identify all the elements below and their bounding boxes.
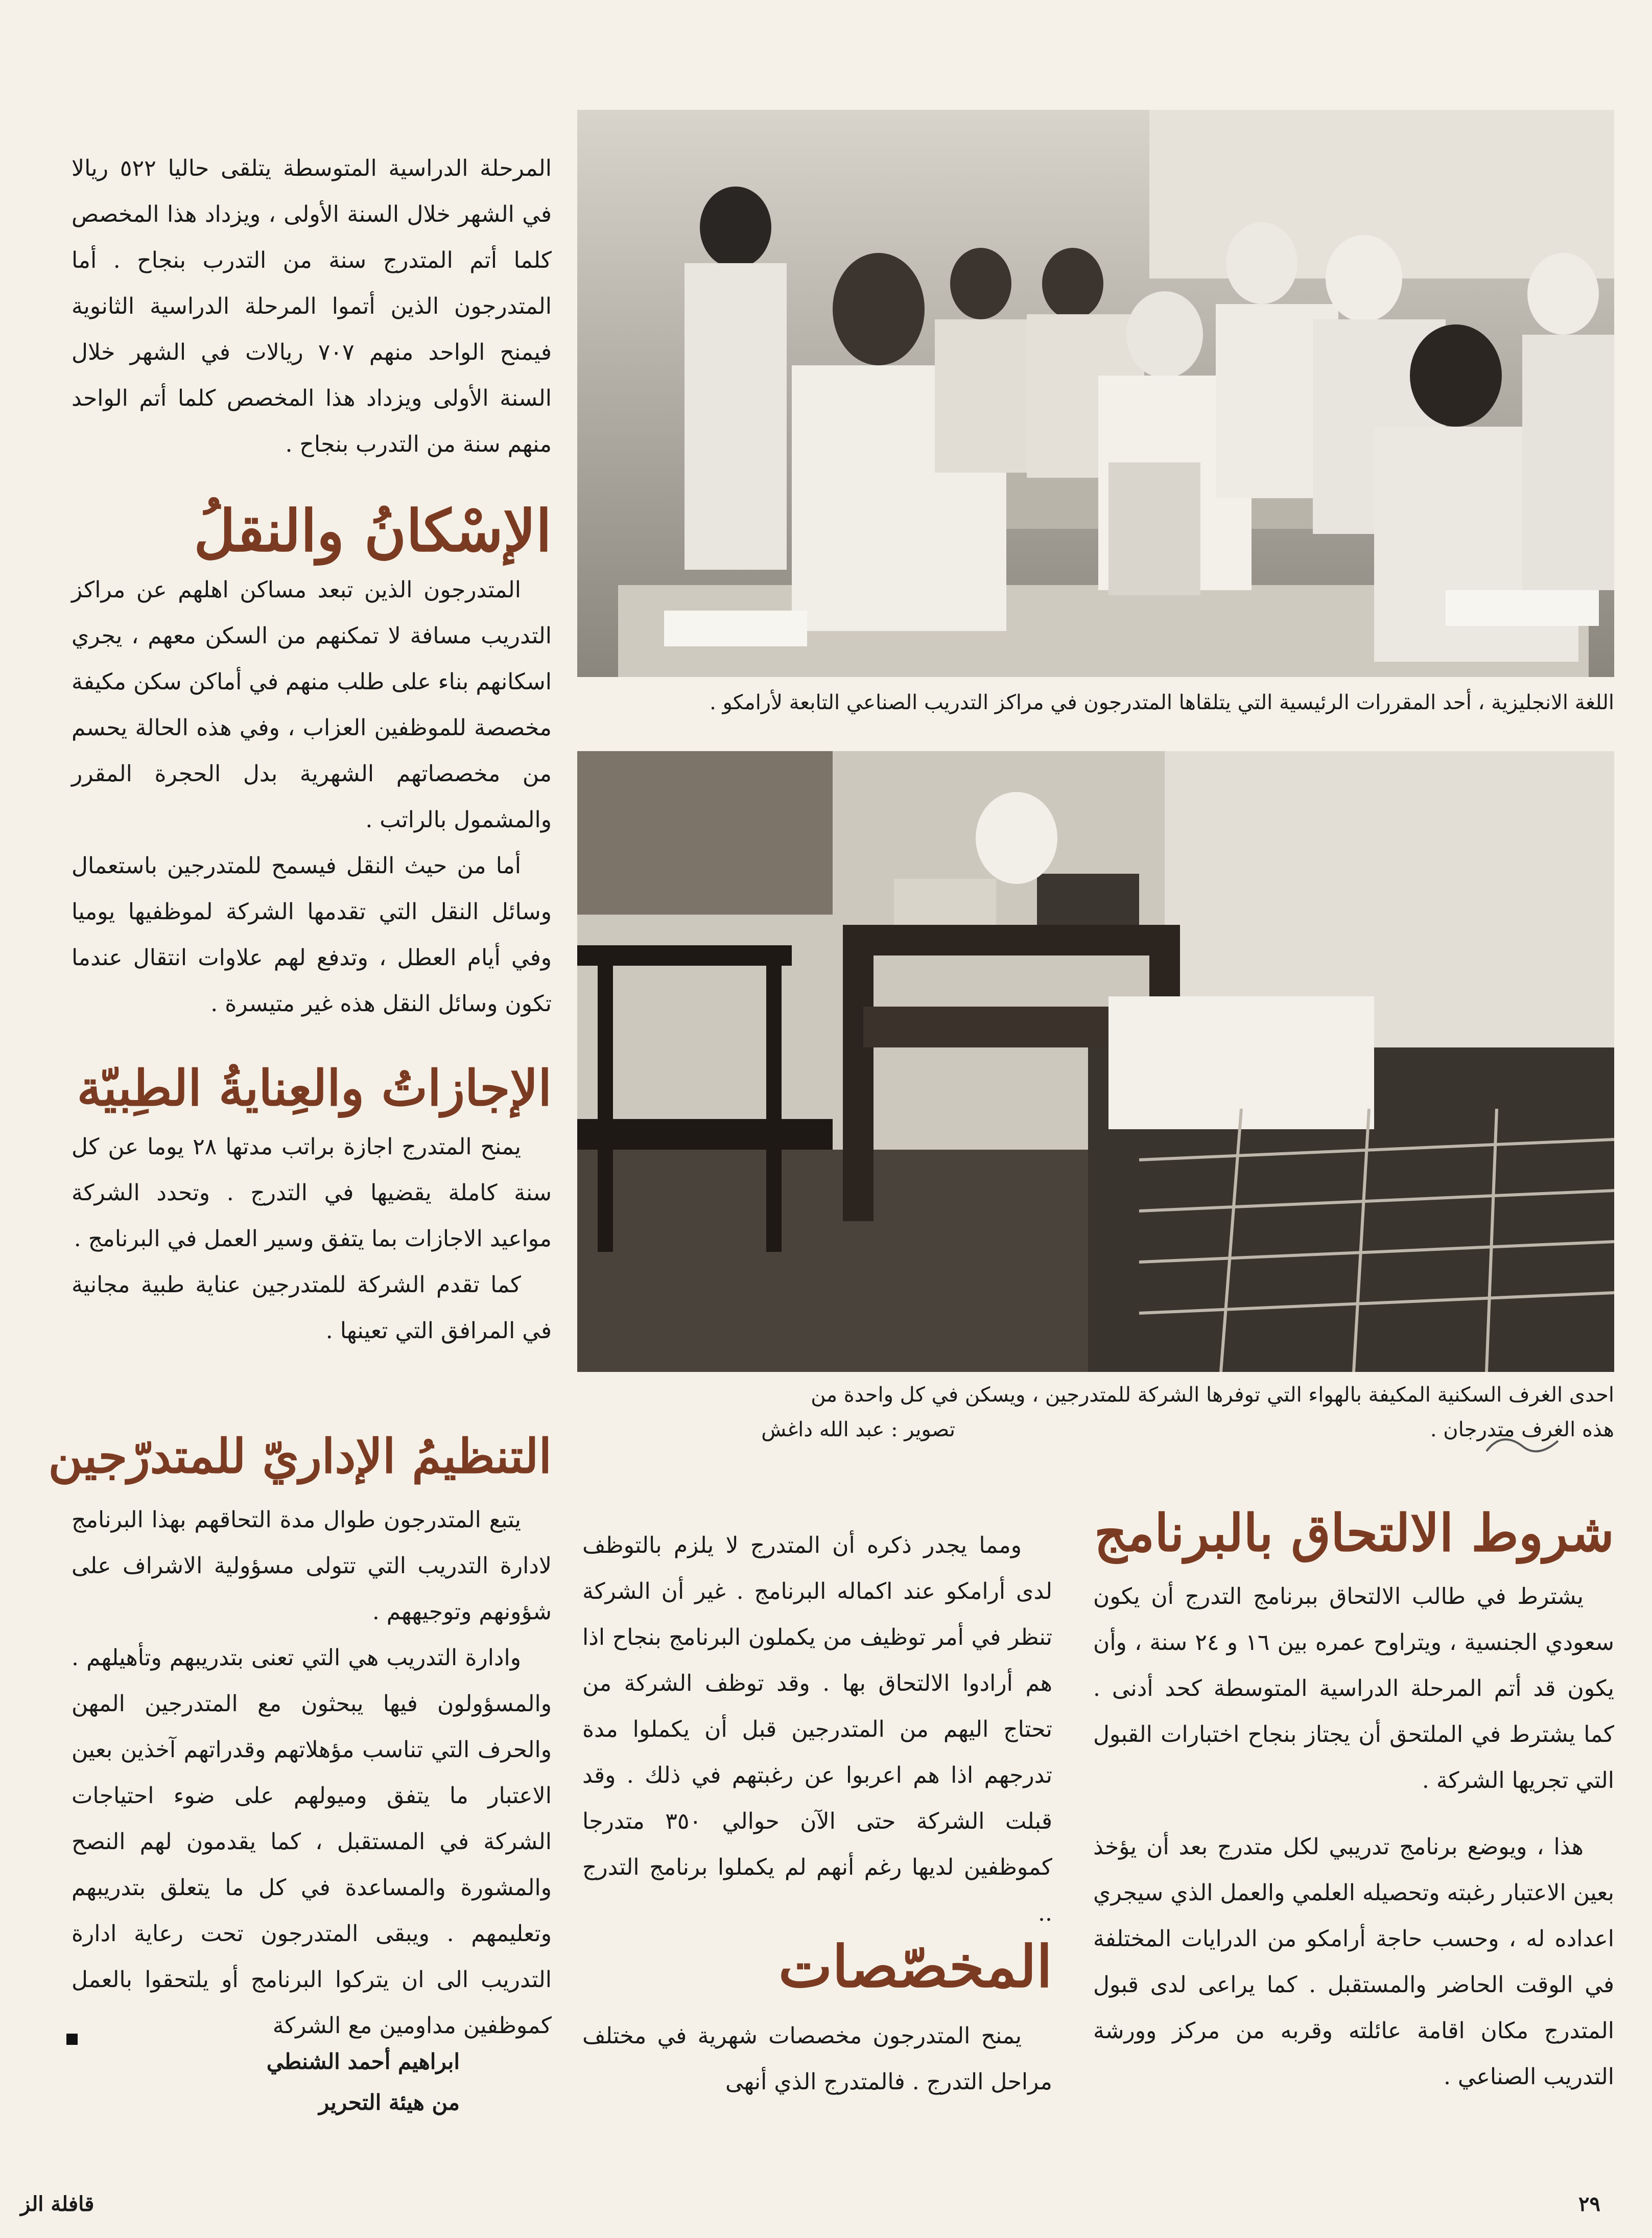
admission-paragraph-2: هذا ، ويوضع برنامج تدريبي لكل متدرج بعد أن يؤخذ بعين الاعتبار رغبته وتحصيله العلمي والعمل الذي سيجري اعداده له ، وحسب حاجة أرامكو من الدرايات المختلفة في الوقت الحاضر والمستقبل . كما يراعى لدى قبول المتدرج مكان اقامة عائلته وقربه من مركز وورشة التدريب الصناعي . [1093,1834,1614,2090]
allowance-continuation-paragraph: المرحلة الدراسية المتوسطة يتلقى حاليا ٥٢٢ ريالا في الشهر خلال السنة الأولى ، ويزداد هذا المخصص كلما أتم المتدرج سنة من التدرب بنجاح . أما المتدرجون الذين أتموا المرحلة الدراسية الثانوية فيمنح الواحد منهم ٧٠٧ ريالات في الشهر خلال السنة الأولى ويزداد هذا المخصص كلما أتم الواحد منهم سنة من التدرب بنجاح . [72,155,552,457]
end-mark [66,2034,78,2045]
allowances-heading: المخصّصات [778,1933,1052,2000]
leave-paragraph: يمنح المتدرج اجازة براتب مدتها ٢٨ يوما عن كل سنة كاملة يقضيها في التدرج . وتحدد الشركة مواعيد الاجازات بما يتفق وسير العمل في البرنامج . [72,1134,552,1252]
left-column-intro [72,146,552,468]
admin-organization-heading: التنظيمُ الإداريّ للمتدرّجين [48,1429,552,1484]
admission-conditions-heading: شروط الالتحاق بالبرنامج [1094,1503,1614,1563]
housing-paragraph: المتدرجون الذين تبعد مساكن اهلهم عن مراكز التدريب مسافة لا تمكنهم من السكن معهم ، يجري اسكانهم بناء على طلب منهم في أماكن سكن مكيفة مخصصة للموظفين العزاب ، وفي هذه الحالة يحسم من مخصصاتهم الشهرية بدل الحجرة المقرر والمشمول بالراتب . [72,577,552,833]
page-number: ٢٩ [1578,2192,1600,2216]
admission-section [1093,1574,1614,2100]
magazine-name: قافلة الز [20,2192,95,2216]
allowances-paragraph: يمنح المتدرجون مخصصات شهرية في مختلف مراحل التدرج . فالمتدرج الذي أنهى [582,2023,1052,2095]
leave-medical-heading: الإجازاتُ والعِنايةُ الطِبيّة [77,1059,552,1117]
classroom-photo-image [577,110,1614,677]
admission-paragraph-1: يشترط في طالب الالتحاق ببرنامج التدرج أن يكون سعودي الجنسية ، ويتراوح عمره بين ١٦ و ٢٤ سنة ، وأن يكون قد أتم المرحلة الدراسية المتوسطة كحد أدنى . كما يشترط في الملتحق أن يجتاز بنجاح اختبارات القبول التي تجريها الشركة . [1093,1583,1614,1793]
medical-paragraph: كما تقدم الشركة للمتدرجين عناية طبية مجانية في المرافق التي تعينها . [72,1272,552,1344]
housing-section [72,567,552,1027]
allowances-section [582,2013,1052,2105]
transport-paragraph: أما من حيث النقل فيسمح للمتدرجين باستعمال وسائل النقل التي تقدمها الشركة لموظفيها يوميا وفي أيام العطل ، وتدفع لهم علاوات انتقال عندما تكون وسائل النقل هذه غير متيسرة . [72,853,552,1017]
admin-section [72,1497,552,2049]
dorm-room-photo [577,751,1614,1372]
decorative-flourish [1481,1431,1563,1461]
admin-paragraph-2: وادارة التدريب هي التي تعنى بتدريبهم وتأهيلهم . والمسؤولون فيها يبحثون مع المتدرجين المهن والحرف التي تناسب مؤهلاتهم وقدراتهم آخذين بعين الاعتبار ما يتفق وميولهم على ضوء احتياجات الشركة في المستقبل ، كما يقدمون لهم النصح والمشورة والمساعدة في كل ما يتعلق بتدريبهم وتعليمهم . ويبقى المتدرجون تحت رعاية ادارة التدريب الى ان يتركوا البرنامج أو يلتحقوا بالعمل كموظفين مداومين مع الشركة [72,1645,552,2039]
dorm-room-photo-image [577,751,1614,1372]
author-role: من هيئة التحرير [318,2090,460,2115]
employment-paragraph: ومما يجدر ذكره أن المتدرج لا يلزم بالتوظف لدى أرامكو عند اكماله البرنامج . غير أن الشركة تنظر في أمر توظيف من يكملون البرنامج بنجاح اذا هم أرادوا الالتحاق بها . وقد توظف الشركة من تحتاج اليهم من المتدرجين قبل أن يكملوا مدة تدرجهم اذا هم اعربوا عن رغبتهم في ذلك . وقد قبلت الشركة حتى الآن حوالي ٣٥٠ متدرجا كموظفين لديها رغم أنهم لم يكملوا برنامج التدرج .. [582,1532,1052,1926]
middle-column [582,1523,1052,1937]
author-name: ابراهيم أحمد الشنطي [266,2049,460,2074]
housing-heading: الإسْكانُ والنقلُ [194,498,552,565]
classroom-photo-caption: اللغة الانجليزية ، أحد المقررات الرئيسية التي يتلقاها المتدرجون في مراكز التدريب الصناعي التابعة لأرامكو . [710,691,1614,714]
dorm-room-caption-line1: احدى الغرف السكنية المكيفة بالهواء التي توفرها الشركة للمتدرجين ، ويسكن في كل واحدة من [811,1383,1614,1407]
photo-credit: تصوير : عبد الله داغش [761,1418,955,1441]
classroom-photo [577,110,1614,677]
admin-paragraph-1: يتبع المتدرجون طوال مدة التحاقهم بهذا البرنامج لادارة التدريب التي تتولى مسؤولية الاشراف على شؤونهم وتوجيههم . [72,1507,552,1625]
dorm-room-caption-line2: هذه الغرف متدرجان . [1430,1418,1614,1441]
leave-section [72,1124,552,1354]
